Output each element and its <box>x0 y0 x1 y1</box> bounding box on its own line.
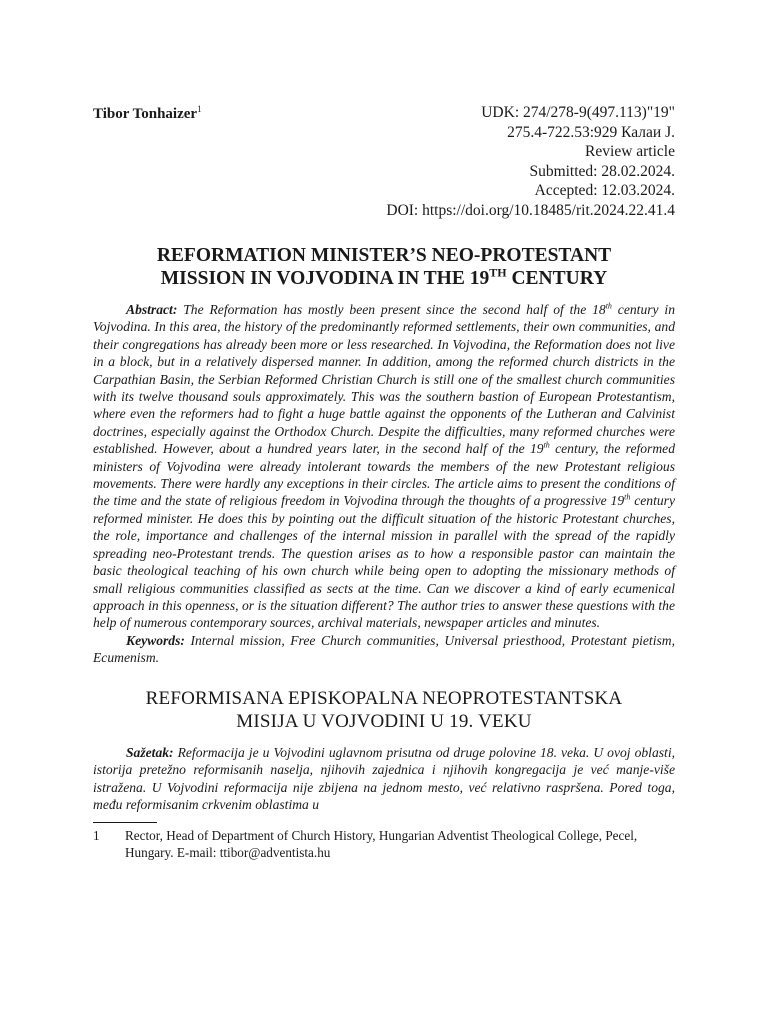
article-metadata <box>386 103 675 220</box>
submitted-date: Submitted: 28.02.2024. <box>529 162 675 180</box>
accepted-date: Accepted: 12.03.2024. <box>534 182 675 199</box>
footnote-divider <box>93 822 157 823</box>
english-title-line-1: REFORMATION MINISTER’S NEO-PROTESTANT <box>156 245 612 266</box>
author-footnote-mark: 1 <box>197 104 202 114</box>
abstract-paragraph: Abstract: The Reformation has mostly been present since the second half of the 18th century in Vojvodina. In this area, the history of the predominantly reformed settlements, their own communities, and their congregations has already been more or less researched. In Vojvodina, the Reformation does not live in a block, but in a relatively dispersed manner. In addition, among the reformed church districts in the Carpathian Basin, the Serbian Reformed Christian Church is still one of the smallest church communities with its twelve thousand souls approximately. This was the southern bastion of European Protestantism, where even the reformers had to fight a huge battle against the opponents of the Lutheran and Calvinist doctrines, especially against the Orthodox Church. Despite the difficulties, many reformed churches were established. However, about a hundred years later, in the second half of the 19th century, the reformed ministers of Vojvodina were already intolerant towards the members of the new Protestant religious movements. There were hardly any exceptions in their circles. The article aims to present the conditions of the time and the state of religious freedom in Vojvodina through the thoughts of a progressive 19th century reformed minister. He does this by pointing out the difficult situation of the historic Protestant churches, the role, importance and challenges of the internal mission in parallel with the spread of the rapidly spreading neo-Protestant trends. The question arises as to how a responsible pastor can maintain the basic theological teaching of his own church while being open to adopting the missionary methods of small religious communities classified as sects at the time. Can we discover a kind of early ecumenical approach in this openness, or is the situation different? The author tries to answer these questions with the help of numerous contemporary sources, archival materials, newspaper articles and minutes. <box>93 301 675 631</box>
udk-line-1: UDK: 274/278-9(497.113)"19" <box>481 104 675 121</box>
paper-page <box>93 100 675 862</box>
english-title-line-2: MISSION IN VOJVODINA IN THE 19TH CENTURY <box>160 265 608 289</box>
udk-line-2: 275.4-722.53:929 Калаи Ј. <box>507 123 675 141</box>
footnote <box>93 827 675 862</box>
author-name: Tibor Tonhaizer$^1$ <box>93 104 202 122</box>
footnote-number: 1 <box>93 827 100 843</box>
doi-link[interactable]: DOI: https://doi.org/10.18485/rit.2024.22.41.4 <box>386 201 675 219</box>
article-type: Review article <box>585 143 675 160</box>
serbian-title <box>93 687 675 733</box>
article-header <box>93 100 675 230</box>
serbian-title-line-2: MISIJA U VOJVODINI U 19. VEKU <box>236 710 532 732</box>
abstract-label: Abstract: <box>126 302 178 317</box>
keywords-label: Keywords: <box>126 632 185 648</box>
sazetak-paragraph: Sažetak: Reformacija je u Vojvodini uglavnom prisutna od druge polovine 18. veka. U ovoj oblasti, istorija pretežno reformisanih naselja, njihovih zajednica i njihovih kongregacija je već manje-više istražena. U Vojvodini reformacija nije zbijena na jednom mesto, već relativno raspršena. Pored toga, među reformisanim crkvenim oblastima u <box>93 744 675 813</box>
english-title <box>93 244 675 290</box>
serbian-title-line-1: REFORMISANA EPISKOPALNA NEOPROTESTANTSKA <box>145 687 623 709</box>
sazetak-label: Sažetak: <box>126 744 174 760</box>
footnote-text: Rector, Head of Department of Church History, Hungarian Adventist Theological College, Pecel, Hungary. E-mail: ttibor@adventista.hu <box>125 827 638 861</box>
keywords-paragraph: Keywords: Internal mission, Free Church communities, Universal priesthood, Protestant pietism, Ecumenism. <box>93 632 675 666</box>
